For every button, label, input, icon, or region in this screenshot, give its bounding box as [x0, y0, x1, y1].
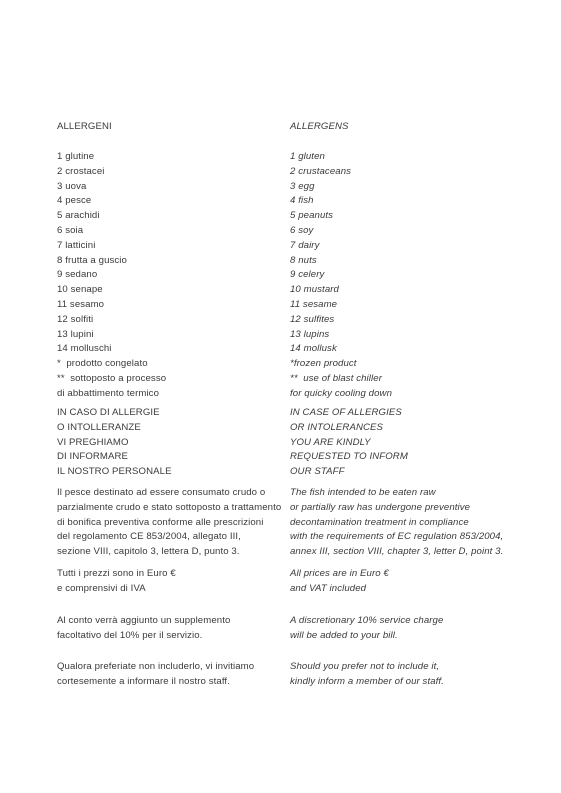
notice-line: Should you prefer not to include it,	[290, 661, 440, 672]
list-item: 7 latticini	[57, 239, 96, 251]
allergens-title-en	[290, 120, 349, 135]
list-item: 13 lupini	[57, 328, 94, 340]
notice-line: annex III, section VIII, chapter 3, letter D, point 3.	[290, 546, 504, 558]
notice-line: O INTOLLERANZE	[57, 421, 141, 433]
notice-line: will be added to your bill.	[290, 629, 398, 641]
service-notice-it	[57, 614, 230, 644]
list-item: 13 lupins	[290, 328, 330, 340]
list-item: * prodotto congelato	[57, 358, 148, 370]
list-item: di abbattimento termico	[57, 387, 160, 399]
optout-notice-en	[290, 660, 444, 690]
list-item: 2 crostacei	[57, 165, 105, 177]
list-item: 9 sedano	[57, 269, 98, 281]
notice-line: DI INFORMARE	[57, 451, 129, 463]
allergy-notice-it	[57, 406, 172, 480]
list-item: 12 solfiti	[57, 313, 94, 325]
notice-line: Il pesce destinato ad essere consumato crudo o	[57, 487, 266, 498]
list-item: 12 sulfites	[290, 313, 335, 325]
list-item: 1 glutine	[57, 151, 95, 162]
prices-notice-it	[57, 567, 176, 597]
section-title: ALLERGENI	[57, 121, 112, 132]
list-item: 2 crustaceans	[290, 165, 352, 177]
raw-fish-notice-en	[290, 486, 503, 560]
list-item: 14 mollusk	[290, 343, 337, 355]
notice-line: Qualora preferiate non includerlo, vi invitiamo	[57, 661, 255, 672]
allergen-list-en	[290, 150, 392, 402]
list-item: 6 soy	[290, 224, 314, 236]
notice-line: IN CASE OF ALLERGIES	[290, 407, 402, 418]
notice-line: YOU ARE KINDLY	[290, 436, 371, 448]
list-item: for quicky cooling down	[290, 387, 393, 399]
allergens-title-it	[57, 120, 112, 135]
list-item: 4 fish	[290, 195, 314, 207]
notice-line: and VAT included	[290, 582, 367, 594]
list-item: 6 soia	[57, 224, 84, 236]
list-item: ** use of blast chiller	[290, 372, 382, 384]
optout-notice-it	[57, 660, 254, 690]
notice-line: REQUESTED TO INFORM	[290, 451, 408, 463]
service-notice-en	[290, 614, 443, 644]
list-item: 8 frutta a guscio	[57, 254, 127, 266]
allergy-notice-en	[290, 406, 408, 480]
list-item: 10 mustard	[290, 284, 339, 296]
notice-line: or partially raw has undergone preventive	[290, 501, 471, 513]
raw-fish-notice-it	[57, 486, 281, 560]
list-item: 8 nuts	[290, 254, 317, 266]
notice-line: All prices are in Euro €	[290, 568, 389, 579]
list-item: 11 sesame	[290, 298, 338, 310]
notice-line: facoltativo del 10% per il servizio.	[57, 629, 203, 641]
prices-notice-en	[290, 567, 389, 597]
allergen-list-it	[57, 150, 166, 402]
list-item: 5 peanuts	[290, 210, 334, 222]
list-item: 3 egg	[290, 180, 315, 192]
list-item: 4 pesce	[57, 195, 92, 207]
list-item: 1 gluten	[290, 151, 325, 162]
notice-line: IL NOSTRO PERSONALE	[57, 466, 172, 478]
notice-line: OR INTOLERANCES	[290, 421, 384, 433]
section-title: ALLERGENS	[290, 121, 349, 132]
notice-line: OUR STAFF	[290, 466, 345, 478]
notice-line: A discretionary 10% service charge	[290, 615, 444, 626]
notice-line: with the requirements of EC regulation 853/2004,	[290, 531, 504, 543]
notice-line: cortesemente a informare il nostro staff.	[57, 675, 230, 687]
notice-line: e comprensivi di IVA	[57, 582, 146, 594]
notice-line: del regolamento CE 853/2004, allegato III,	[57, 531, 241, 543]
notice-line: di bonifica preventiva conforme alle prescrizioni	[57, 516, 264, 528]
list-item: 5 arachidi	[57, 210, 100, 222]
list-item: 14 molluschi	[57, 343, 112, 355]
notice-line: decontamination treatment in compliance	[290, 516, 469, 528]
list-item: 7 dairy	[290, 239, 320, 251]
list-item: 3 uova	[57, 180, 87, 192]
notice-line: VI PREGHIAMO	[57, 436, 129, 448]
notice-line: parzialmente crudo e stato sottoposto a trattamento	[57, 501, 282, 513]
list-item: 9 celery	[290, 269, 325, 281]
notice-line: kindly inform a member of our staff.	[290, 675, 444, 687]
notice-line: sezione VIII, capitolo 3, lettera D, punto 3.	[57, 546, 240, 558]
list-item: 10 senape	[57, 284, 103, 296]
list-item: 11 sesamo	[57, 298, 105, 310]
notice-line: Tutti i prezzi sono in Euro €	[57, 568, 176, 579]
list-item: *frozen product	[290, 358, 357, 370]
notice-line: Al conto verrà aggiunto un supplemento	[57, 615, 231, 626]
notice-line: IN CASO DI ALLERGIE	[57, 407, 160, 418]
list-item: ** sottoposto a processo	[57, 372, 167, 384]
notice-line: The fish intended to be eaten raw	[290, 487, 436, 498]
